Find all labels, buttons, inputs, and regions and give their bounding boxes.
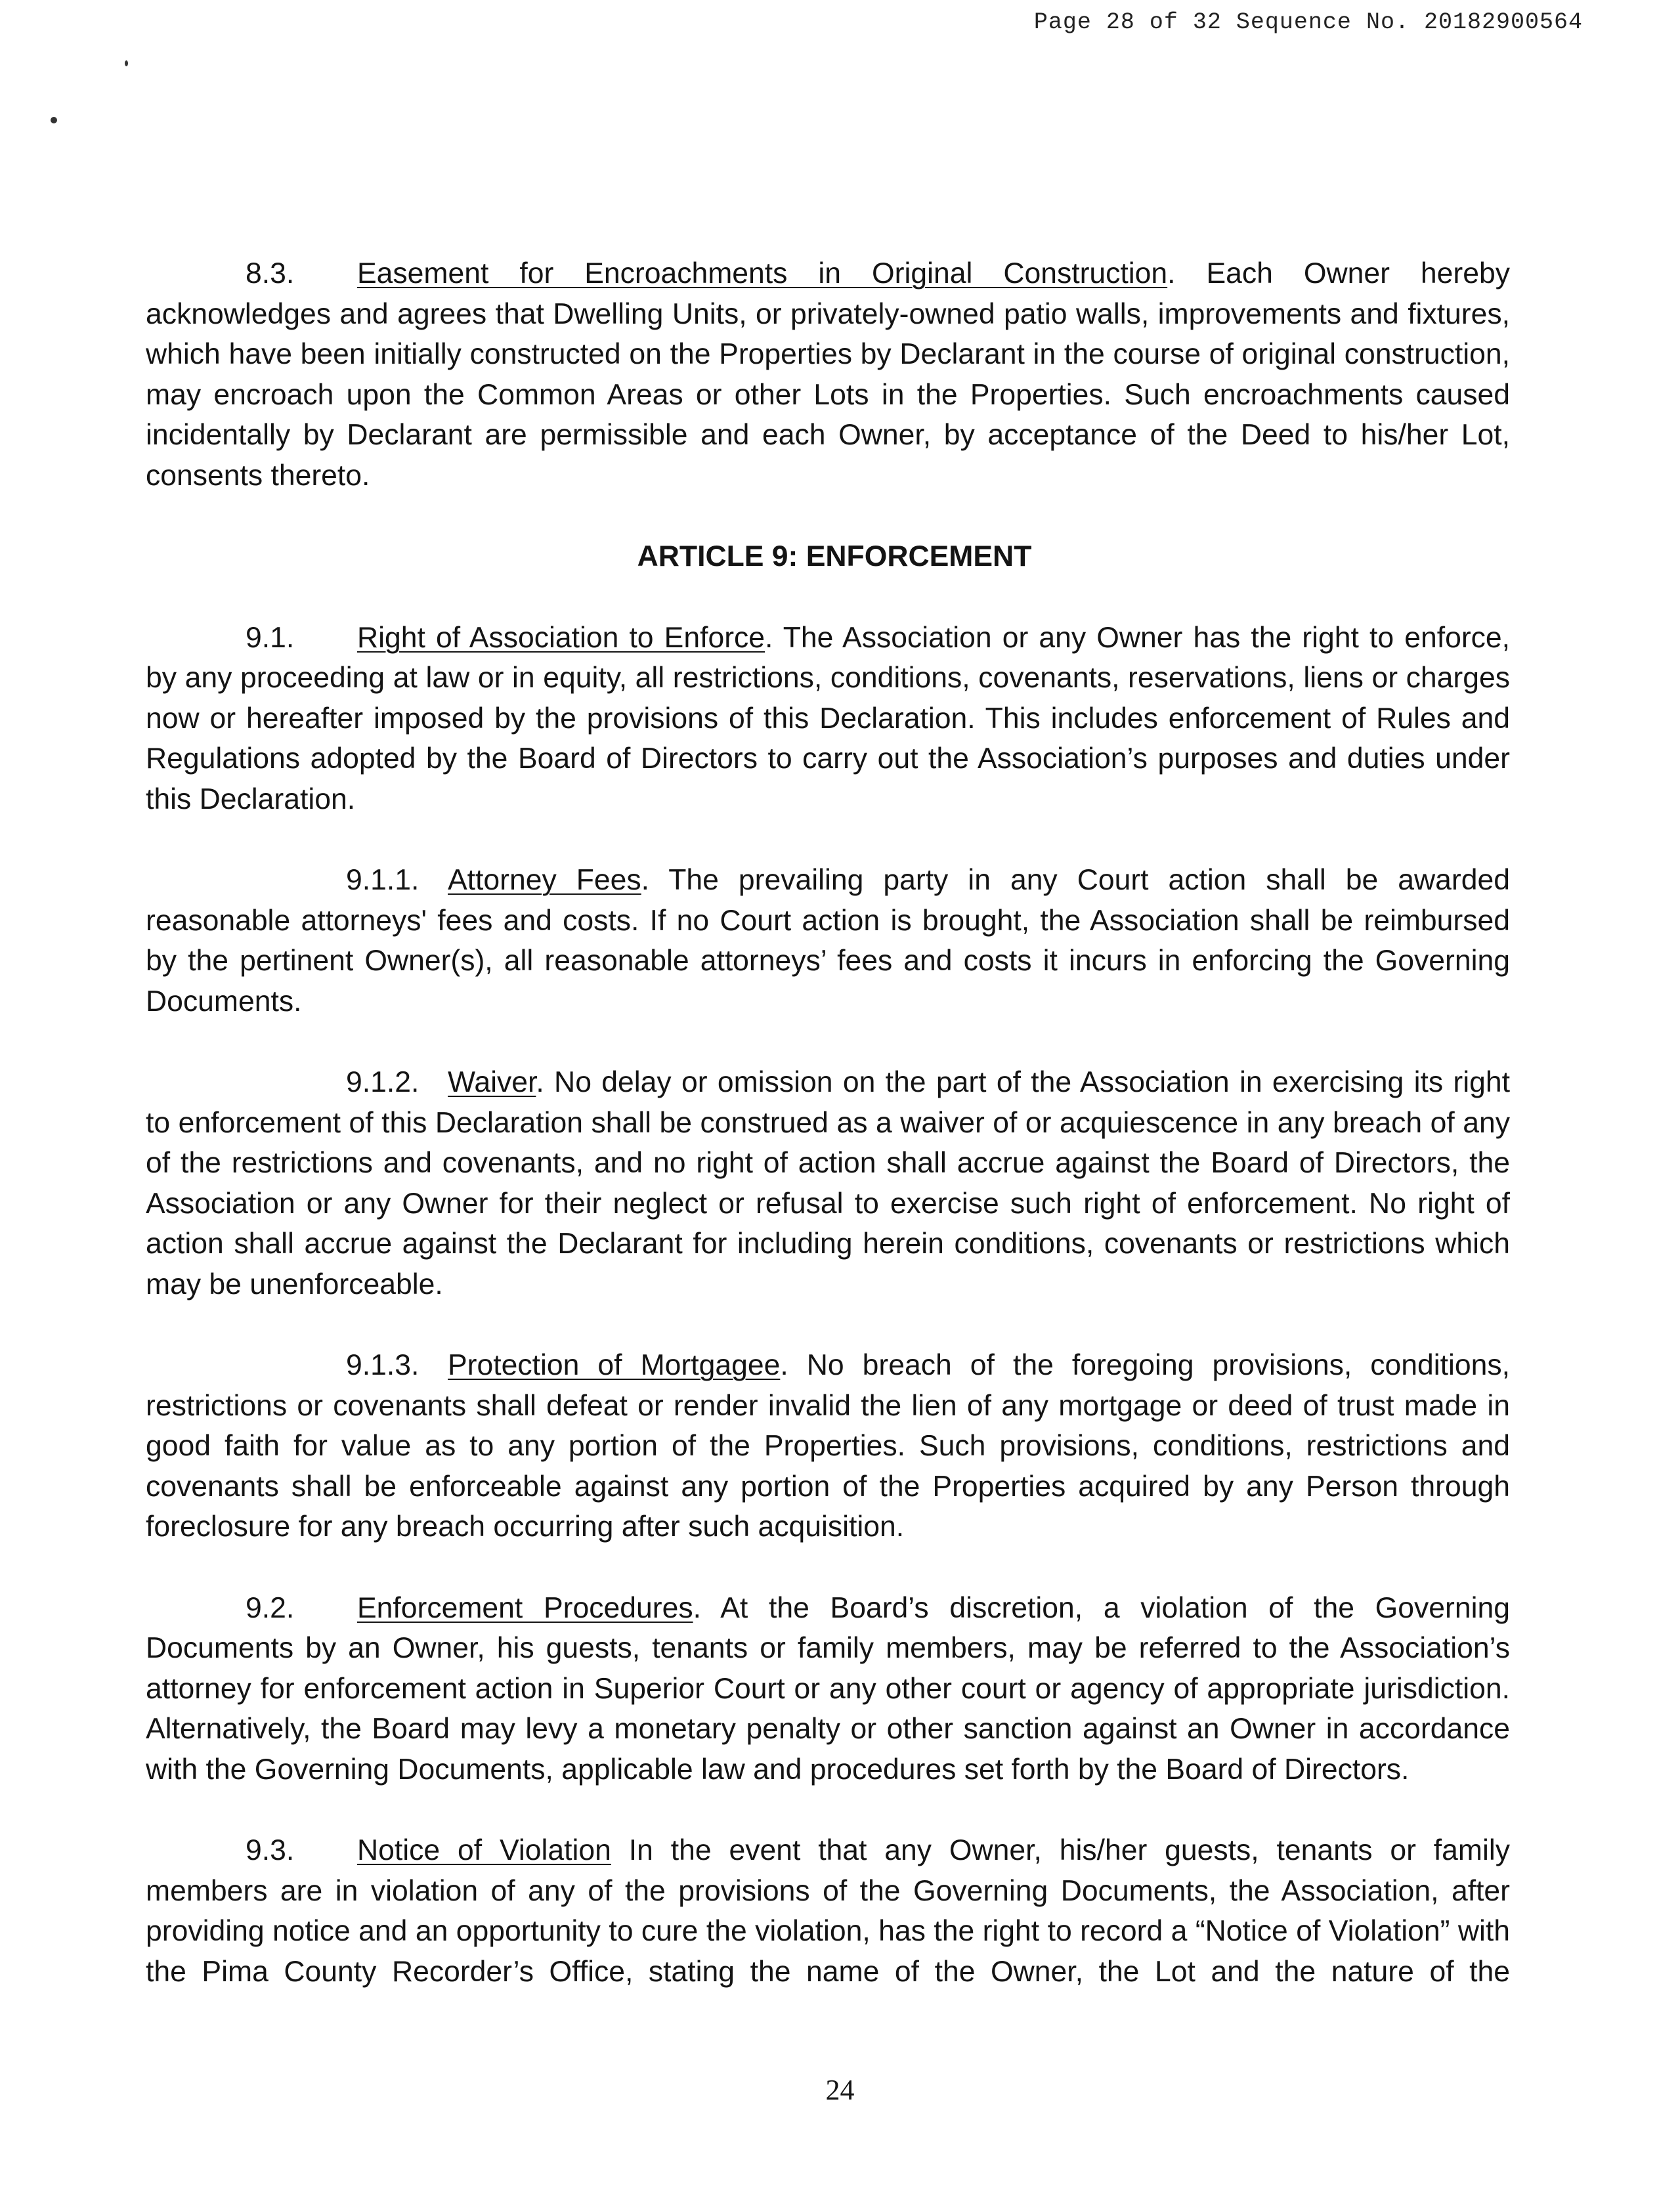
section-title: Protection of Mortgagee	[448, 1349, 781, 1381]
section-text: . The prevailing party in any Court action shall be awarded reasonable attorneys' fees and costs. If no Court action is brought, the Association shall be reimbursed by the pertinent Owner(s), all reasonable attorneys’ fees and costs it incurs in enforcing the Governing Documents.	[146, 864, 1510, 1018]
section-title: Waiver	[448, 1066, 536, 1098]
section-8-3	[146, 253, 1510, 496]
section-number: 8.3.	[246, 257, 295, 290]
document-body	[146, 253, 1510, 1992]
section-9-1	[146, 618, 1510, 820]
section-text: . No breach of the foregoing provisions, conditions, restrictions or covenants shall defeat or render invalid the lien of any mortgage or deed of trust made in good faith for value as to any portion of the Properties. Such provisions, conditions, restrictions and covenants shall be enforceable against any portion of the Properties acquired by any Person through foreclosure for any breach occurring after such acquisition.	[146, 1349, 1510, 1543]
section-title: Easement for Encroachments in Original Construction	[357, 257, 1168, 290]
article-9-heading: ARTICLE 9: ENFORCEMENT	[637, 540, 1032, 572]
page-number: 24	[825, 2074, 855, 2106]
section-number: 9.1.2.	[346, 1066, 420, 1098]
section-number: 9.1.3.	[346, 1349, 420, 1381]
scan-speck	[125, 60, 128, 66]
section-9-2	[146, 1588, 1510, 1790]
section-text: . Each Owner hereby acknowledges and agrees that Dwelling Units, or privately-owned patio walls, improvements and fixtures, which have been initially constructed on the Properties by Declarant in the course of original construction, may encroach upon the Common Areas or other Lots in the Properties. Such encroachments caused incidentally by Declarant are permissible and each Owner, by acceptance of the Deed to his/her Lot, consents thereto.	[146, 257, 1510, 492]
scan-speck	[51, 117, 57, 123]
section-text: . The Association or any Owner has the right to enforce, by any proceeding at law or in equity, all restrictions, conditions, covenants, reservations, liens or charges now or hereafter imposed by the provisions of this Declaration. This includes enforcement of Rules and Regulations adopted by the Board of Directors to carry out the Association’s purposes and duties under this Declaration.	[146, 621, 1511, 815]
section-title: Right of Association to Enforce	[357, 621, 765, 654]
section-number: 9.1.1.	[346, 864, 420, 896]
section-text: In the event that any Owner, his/her guests, tenants or family members are in violation of any of the provisions of the Governing Documents, the Association, after providing notice and an opportunity to cure the violation, has the right to record a “Notice of Violation” with the Pima County Recorder’s Office, stating the name of the Owner, the Lot and the nature of the	[146, 1834, 1511, 1988]
section-text: . No delay or omission on the part of the Association in exercising its right to enforcement of this Declaration shall be construed as a waiver of or acquiescence in any breach of any of the restrictions and covenants, and no right of action shall accrue against the Board of Directors, the Association or any Owner for their neglect or refusal to exercise such right of enforcement. No right of action shall accrue against the Declarant for including herein conditions, covenants or restrictions which may be unenforceable.	[146, 1066, 1510, 1300]
section-title: Enforcement Procedures	[357, 1591, 693, 1624]
section-9-1-1	[146, 860, 1510, 1021]
section-number: 9.1.	[246, 621, 295, 654]
section-9-1-3	[146, 1345, 1510, 1547]
section-text: . At the Board’s discretion, a violation of the Governing Documents by an Owner, his guests, tenants or family members, may be referred to the Association’s attorney for enforcement action in Superior Court or any other court or agency of appropriate jurisdiction. Alternatively, the Board may levy a monetary penalty or other sanction against an Owner in accordance with the Governing Documents, applicable law and procedures set forth by the Board of Directors.	[146, 1591, 1510, 1786]
section-title: Attorney Fees	[448, 864, 641, 896]
section-number: 9.3.	[246, 1834, 295, 1866]
section-9-3	[146, 1830, 1510, 1992]
section-title: Notice of Violation	[357, 1834, 611, 1866]
section-number: 9.2.	[246, 1591, 295, 1624]
recording-header: Page 28 of 32 Sequence No. 20182900564	[1033, 9, 1583, 35]
section-9-1-2	[146, 1062, 1510, 1304]
